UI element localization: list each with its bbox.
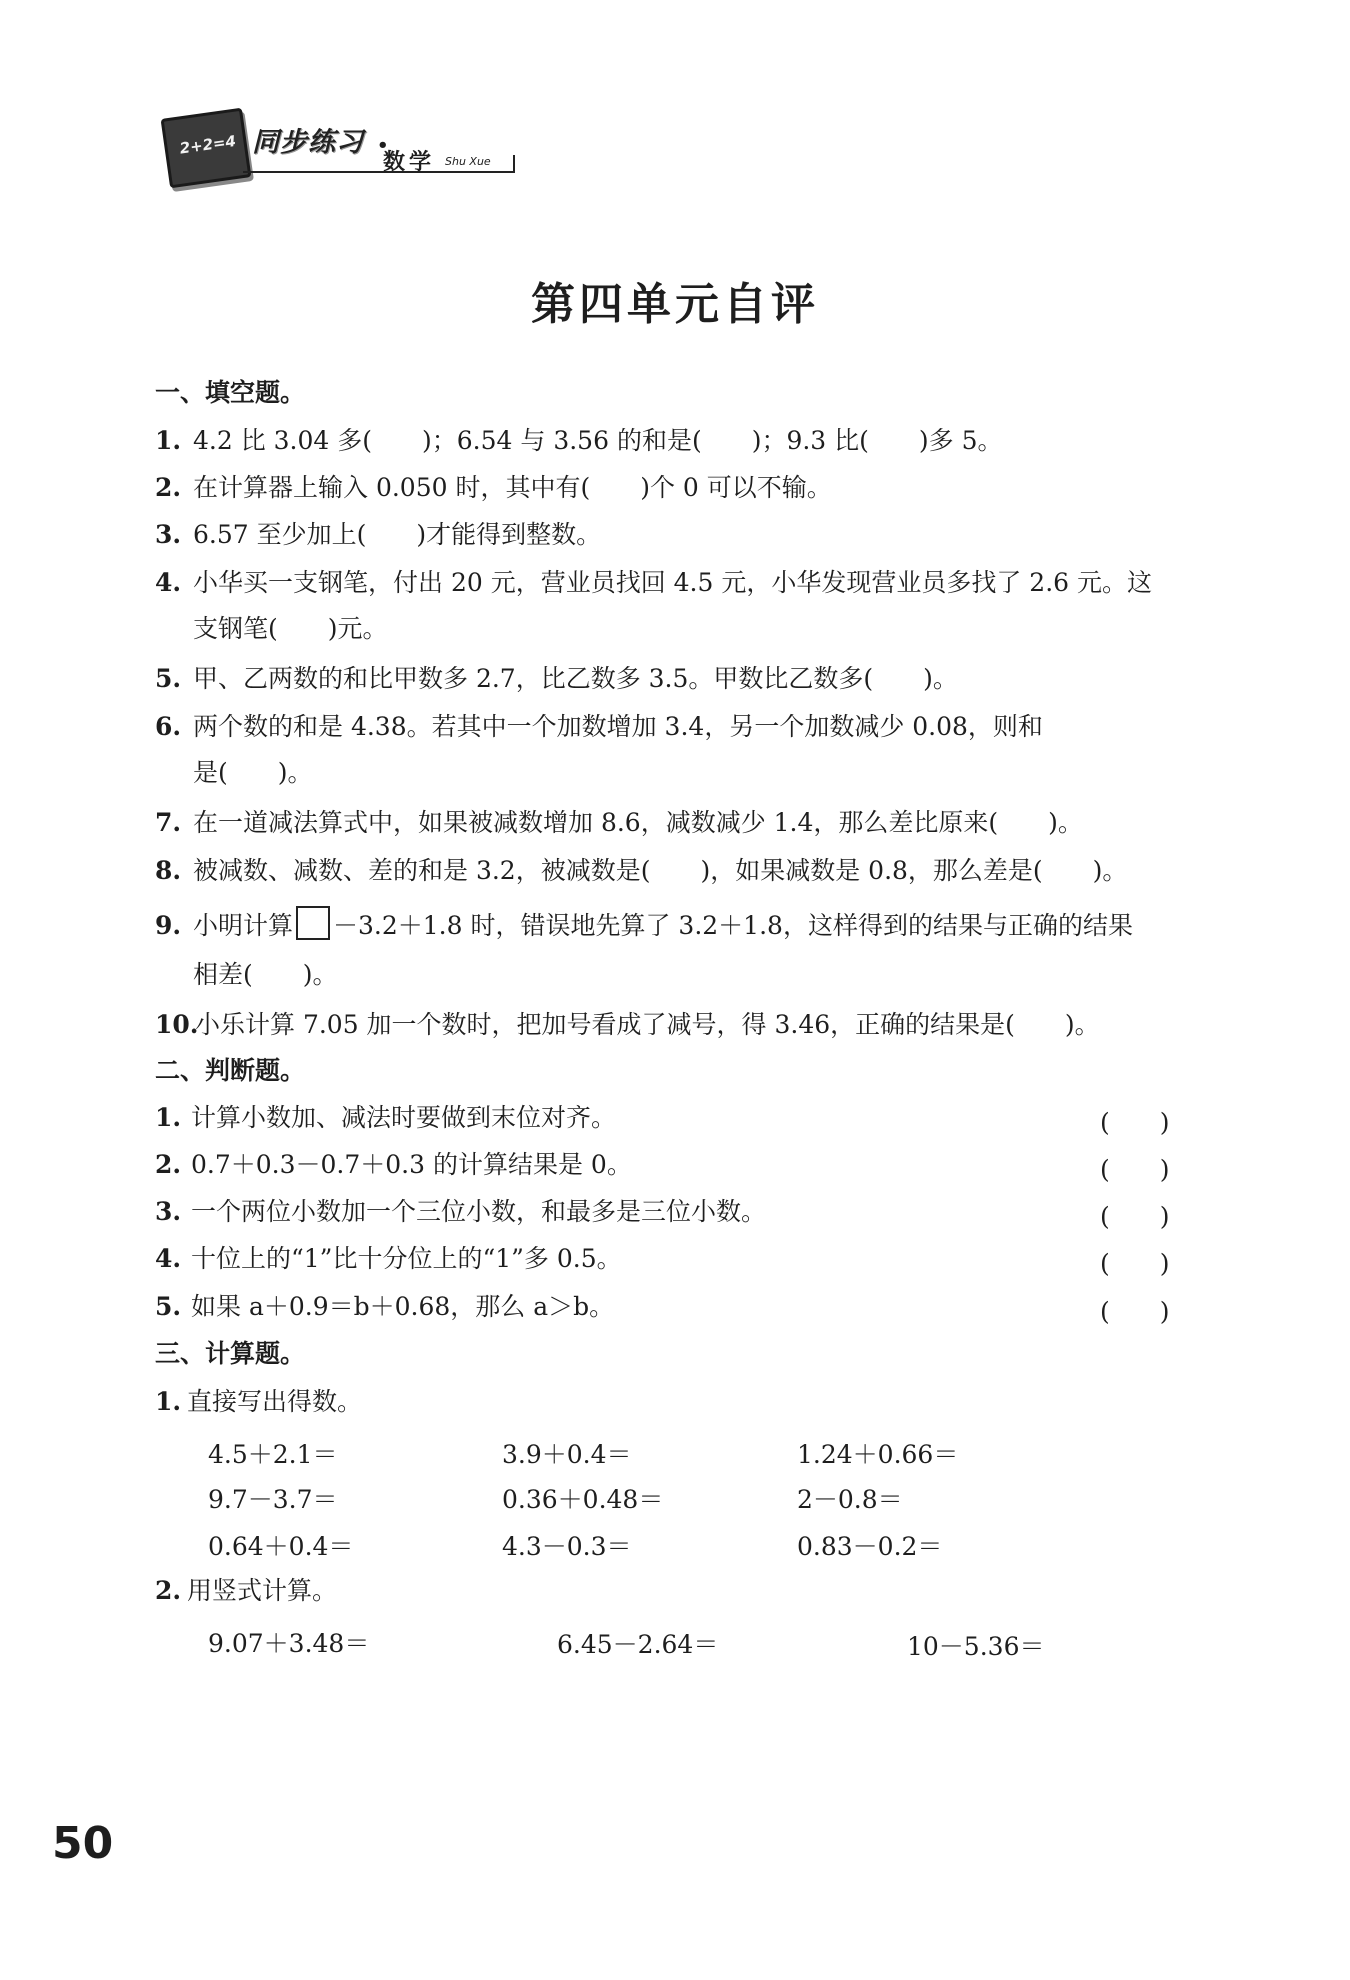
question-number: 2.: [155, 473, 182, 502]
question-number: 8.: [155, 856, 182, 885]
calc-expression: 3.9＋0.4＝: [502, 1440, 632, 1469]
header-rule: [243, 171, 515, 173]
question-9: [155, 906, 1133, 941]
question-number: 9.: [155, 911, 182, 940]
vertical-calc-expression: 9.07＋3.48＝: [208, 1629, 370, 1658]
judge-item-1: [155, 1103, 616, 1133]
question-number: 10.: [155, 1010, 199, 1039]
section-heading-calculation: 三、计算题。: [155, 1339, 306, 1368]
question-4-continued: 支钢笔( )元。: [193, 614, 388, 643]
section-heading-fill-blank: 一、填空题。: [155, 378, 306, 407]
calc-part-1-title: [155, 1387, 362, 1417]
question-text: 甲、乙两数的和比甲数多 2.7，比乙数多 3.5。甲数比乙数多( )。: [193, 664, 958, 693]
question-text: 在一道减法算式中，如果被减数增加 8.6，减数减少 1.4，那么差比原来( )。: [193, 808, 1083, 837]
calc-expression: 0.64＋0.4＝: [208, 1532, 354, 1561]
statement-text: 计算小数加、减法时要做到末位对齐。: [191, 1103, 617, 1132]
judge-item-5: [155, 1292, 614, 1322]
book-header: [155, 105, 515, 185]
header-rule-end: [513, 155, 515, 173]
question-number: 5.: [155, 664, 182, 693]
question-number: 7.: [155, 808, 182, 837]
chalkboard-text: 2+2=4: [178, 131, 237, 158]
question-8: [155, 856, 1127, 886]
calc-expression: 0.36＋0.48＝: [502, 1485, 664, 1514]
question-number: 2.: [155, 1576, 182, 1605]
question-number: 1.: [155, 426, 182, 455]
question-text: 两个数的和是 4.38。若其中一个加数增加 3.4，另一个加数减少 0.08，则和: [193, 712, 1043, 741]
answer-bracket: ( ): [1100, 1249, 1170, 1278]
vertical-calc-expression: 6.45－2.64＝: [557, 1630, 719, 1659]
answer-bracket: ( ): [1100, 1155, 1170, 1184]
page-number: 50: [52, 1818, 114, 1869]
statement-text: 十位上的“1”比十分位上的“1”多 0.5。: [191, 1244, 622, 1273]
question-2: [155, 473, 832, 503]
answer-bracket: ( ): [1100, 1297, 1170, 1326]
question-3: [155, 520, 601, 550]
judge-item-2: [155, 1150, 632, 1180]
question-number: 6.: [155, 712, 182, 741]
question-number: 3.: [155, 1197, 182, 1226]
question-number: 2.: [155, 1150, 182, 1179]
question-9-continued: 相差( )。: [193, 960, 338, 989]
question-text: 被减数、减数、差的和是 3.2，被减数是( )，如果减数是 0.8，那么差是( )。: [193, 856, 1128, 885]
calc-expression: 9.7－3.7＝: [208, 1485, 338, 1514]
question-text: 6.57 至少加上( )才能得到整数。: [193, 520, 602, 549]
question-number: 4.: [155, 1244, 182, 1273]
unknown-number-box: [296, 906, 330, 940]
calc-expression: 0.83－0.2＝: [797, 1532, 943, 1561]
calc-part-2-title: [155, 1576, 337, 1606]
question-number: 1.: [155, 1387, 182, 1416]
question-number: 4.: [155, 568, 182, 597]
question-10: [155, 1010, 1100, 1040]
question-text: 小乐计算 7.05 加一个数时，把加号看成了减号，得 3.46，正确的结果是( )。: [195, 1010, 1100, 1039]
question-7: [155, 808, 1083, 838]
question-text: 小华买一支钢笔，付出 20 元，营业员找回 4.5 元，小华发现营业员多找了 2.6 元。这: [193, 568, 1153, 597]
calc-expression: 4.5＋2.1＝: [208, 1440, 338, 1469]
calc-expression: 4.3－0.3＝: [502, 1532, 632, 1561]
chalkboard-icon: [161, 108, 252, 189]
question-number: 1.: [155, 1103, 182, 1132]
statement-text: 一个两位小数加一个三位小数，和最多是三位小数。: [191, 1197, 767, 1226]
question-text: 4.2 比 3.04 多( )；6.54 与 3.56 的和是( )；9.3 比( )多 5。: [193, 426, 1003, 455]
question-6: [155, 712, 1043, 742]
instruction-text: 用竖式计算。: [187, 1576, 338, 1605]
subject-label: 数学: [383, 150, 436, 175]
page-title: 第四单元自评: [531, 279, 819, 330]
question-text-continued: －3.2＋1.8 时，错误地先算了 3.2＋1.8，这样得到的结果与正确的结果: [333, 911, 1133, 940]
statement-text: 如果 a＋0.9＝b＋0.68，那么 a＞b。: [191, 1292, 615, 1321]
question-1: [155, 426, 1003, 456]
calc-expression: 1.24＋0.66＝: [797, 1440, 959, 1469]
answer-bracket: ( ): [1100, 1108, 1170, 1137]
question-text: 在计算器上输入 0.050 时，其中有( )个 0 可以不输。: [193, 473, 832, 502]
judge-item-3: [155, 1197, 766, 1227]
question-number: 3.: [155, 520, 182, 549]
question-number: 5.: [155, 1292, 182, 1321]
section-heading-true-false: 二、判断题。: [155, 1056, 306, 1085]
subject-pinyin: Shu Xue: [445, 155, 491, 168]
series-title: 同步练习: [252, 127, 364, 158]
calc-expression: 2－0.8＝: [797, 1485, 903, 1514]
vertical-calc-expression: 10－5.36＝: [907, 1632, 1045, 1661]
question-4: [155, 568, 1152, 598]
instruction-text: 直接写出得数。: [187, 1387, 363, 1416]
header-dot: •: [377, 135, 389, 156]
answer-bracket: ( ): [1100, 1202, 1170, 1231]
statement-text: 0.7＋0.3－0.7＋0.3 的计算结果是 0。: [191, 1150, 632, 1179]
question-text: 小明计算: [193, 911, 294, 940]
question-6-continued: 是( )。: [193, 758, 313, 787]
question-5: [155, 664, 958, 694]
judge-item-4: [155, 1244, 622, 1274]
